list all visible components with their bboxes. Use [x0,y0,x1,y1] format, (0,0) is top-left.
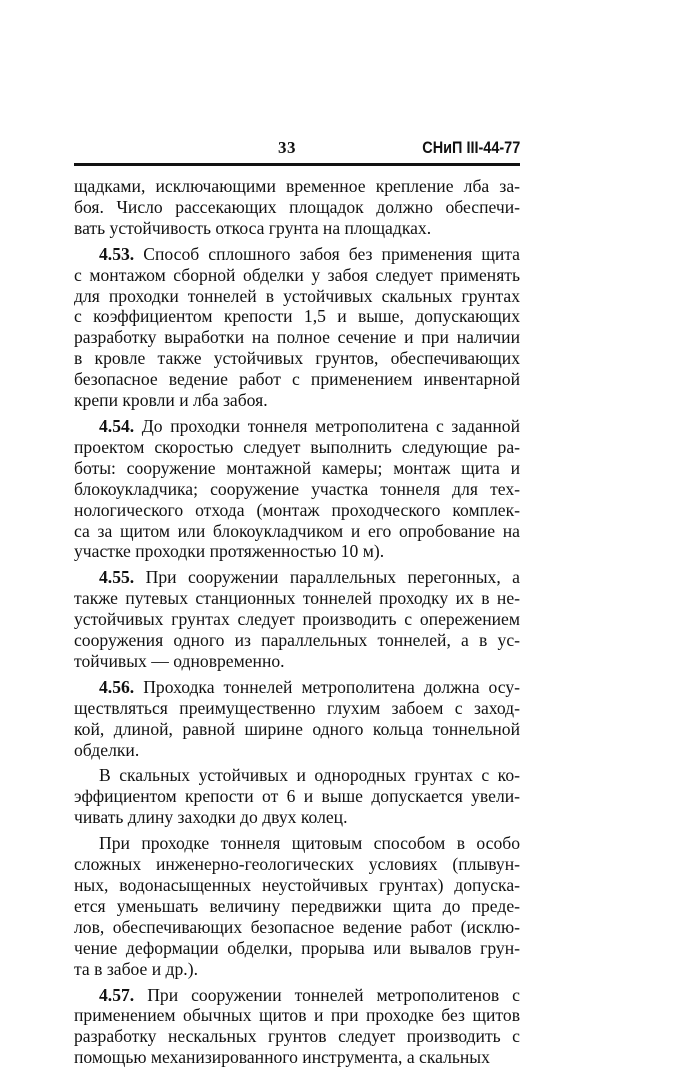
text-line [74,176,520,197]
line-text: сооружения одного из параллельных тоннелей, а в ус- [74,630,520,651]
paragraph [74,985,520,1069]
line-text: участке проходки протяженностью 10 м). [74,541,385,562]
text-line [74,959,520,980]
paragraph [74,244,520,411]
text-line [74,306,520,327]
line-text: крепи кровли и лба забоя. [74,390,268,411]
text-line [74,265,520,286]
line-text: боты: сооружение монтажной камеры; монтаж щита и [74,457,520,478]
text-line [74,390,520,411]
line-text: с коэффициентом крепости 1,5 и выше, допускающих [74,306,520,327]
line-text: При сооружении параллельных перегонных, а [134,567,520,588]
line-text: ется уменьшать величину передвижки щита до преде- [74,895,520,916]
clause-number: 4.53. [99,243,135,264]
line-text: та в забое и др.). [74,958,198,979]
line-text: проектом скоростью следует выполнить следующие ра- [74,436,520,457]
text-line [74,651,520,672]
line-text: применением обычных щитов и при проходке без щитов [74,1005,520,1026]
text-line [74,630,520,651]
text-line [74,1005,520,1026]
clause-number: 4.56. [99,676,135,697]
line-text: в кровле также устойчивых грунтов, обеспечивающих [74,348,520,369]
text-line [74,807,520,828]
text-line [74,938,520,959]
line-text: лов, обеспечивающих безопасное ведение работ (исклю- [74,916,520,937]
text-line [74,348,520,369]
line-text: Проходка тоннелей метрополитена должна осу- [134,676,520,697]
line-text: разработку выработки на полное сечение и при наличии [74,327,520,348]
line-text: устойчивых грунтах следует производить с опережением [74,609,520,630]
line-text: эффициентом крепости от 6 и выше допускается увели- [74,786,520,807]
text-line [74,1026,520,1047]
line-text: До проходки тоннеля метрополитена с заданной [134,415,520,436]
line-text: кой, длиной, равной ширине одного кольца тоннельной [74,718,520,739]
line-text: са за щитом или блокоукладчиком и его опробование на [74,520,520,541]
paragraph [74,176,520,239]
line-text: тойчивых — одновременно. [74,650,285,671]
clause-number: 4.54. [99,415,135,436]
line-text: ных, водонасыщенных неустойчивых грунтах) допуска- [74,875,520,895]
line-text: щадками, исключающими временное крепление лба за- [74,176,520,196]
line-text: с монтажом сборной обделки у забоя следует применять [74,264,520,285]
text-line [74,286,520,307]
text-line [74,896,520,917]
header-rule [74,163,520,166]
text-line [74,197,520,218]
paragraph [74,765,520,828]
page-number: 33 [278,138,296,157]
text-line [74,541,520,562]
text-line [74,500,520,521]
line-text: Способ сплошного забоя без применения щита [134,243,520,264]
text-line [74,786,520,807]
text-line [74,917,520,938]
text-line [74,719,520,740]
line-text: также путевых станционных тоннелей проходку их в не- [74,588,520,609]
line-text: В скальных устойчивых и однородных грунтах с ко- [99,765,520,786]
text-line [74,458,520,479]
text-line [74,567,520,588]
text-line [74,369,520,390]
text-line [74,765,520,786]
clause-number: 4.57. [99,984,135,1005]
text-line [74,244,520,265]
text-line [74,875,520,896]
text-line [74,740,520,761]
line-text: ществляться преимущественно глухим забоем с заход- [74,697,520,718]
line-text: При сооружении тоннелей метрополитенов с [134,984,520,1005]
text-line [74,521,520,542]
document-body [74,176,520,1073]
text-line [74,609,520,630]
line-text: При проходке тоннеля щитовым способом в особо [99,833,520,854]
line-text: чение деформации обделки, прорыва или вывалов грун- [74,937,520,958]
text-line [74,677,520,698]
text-line [74,698,520,719]
text-line [74,985,520,1006]
line-text: нологического отхода (монтаж проходческого комплек- [74,499,520,520]
paragraph [74,833,520,979]
page-header [74,138,520,162]
line-text: помощью механизированного инструмента, а скальных [74,1047,490,1068]
text-line [74,479,520,500]
paragraph [74,567,520,672]
text-line [74,1047,520,1068]
clause-number: 4.55. [99,567,135,588]
text-line [74,437,520,458]
text-line [74,327,520,348]
text-line [74,218,520,239]
line-text: сложных инженерно-геологических условиях (плывун- [74,854,520,875]
line-text: безопасное ведение работ с применением инвентарной [74,369,520,390]
document-code: СНиП III-44-77 [422,138,520,157]
line-text: блокоукладчика; сооружение участка тоннеля для тех- [74,478,520,499]
line-text: разработку нескальных грунтов следует производить с [74,1026,520,1047]
paragraph [74,677,520,761]
paragraph [74,416,520,562]
line-text: обделки. [74,739,140,760]
line-text: чивать длину заходки до двух колец. [74,807,348,828]
line-text: вать устойчивость откоса грунта на площадках. [74,217,432,238]
text-line [74,588,520,609]
line-text: боя. Число рассекающих площадок должно обеспечи- [74,196,520,217]
text-line [74,854,520,875]
line-text: для проходки тоннелей в устойчивых скальных грунтах [74,285,520,306]
text-line [74,833,520,854]
text-line [74,416,520,437]
